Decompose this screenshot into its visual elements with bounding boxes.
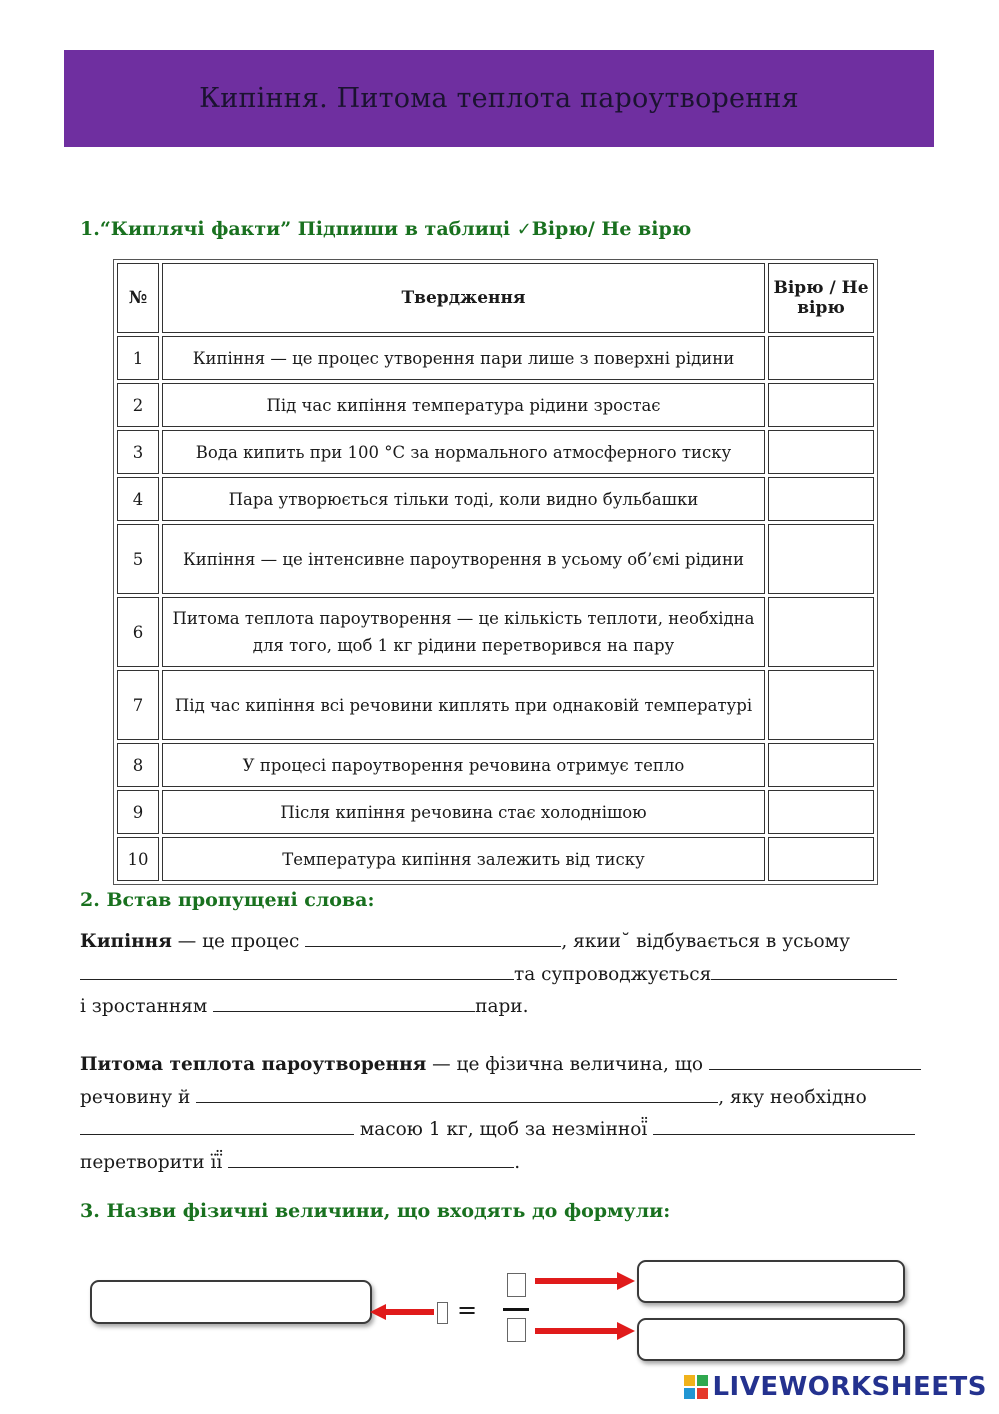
blank-field[interactable] [228, 1147, 514, 1168]
table-row [117, 524, 874, 594]
answer-cell[interactable] [768, 383, 874, 427]
definition-line-3 [80, 991, 959, 1024]
text-fragment: , якии˘ [561, 931, 631, 952]
task1-heading-prefix: 1.“Киплячі факти” Підпиши в таблиці [80, 218, 517, 240]
row-statement: Пара утворюється тільки тоді, коли видно бульбашки [162, 477, 765, 521]
text-fragment: відбувається [636, 931, 761, 952]
facts-table [113, 259, 878, 885]
definition-line-2 [80, 1082, 959, 1115]
blank-field[interactable] [80, 1114, 354, 1135]
text-fragment: 1 [428, 1119, 441, 1140]
table-row [117, 336, 874, 380]
text-fragment: — це фізична величина, що [426, 1054, 709, 1075]
text-fragment: перетворити її̈ [80, 1151, 229, 1173]
answer-box-bottom-right[interactable] [637, 1318, 905, 1361]
fraction-line [503, 1308, 529, 1311]
row-statement: Під час кипіння температура рідини зростає [162, 383, 765, 427]
boiling-definition [80, 926, 959, 1024]
term-boiling: Кипіння [80, 931, 172, 952]
task1-heading-suffix: Вірю/ Не вірю [531, 218, 692, 240]
text-fragment: речовину [80, 1086, 173, 1108]
table-row [117, 837, 874, 881]
logo-text: LIVEWORKSHEETS [712, 1372, 987, 1402]
text-fragment: — [177, 931, 197, 952]
text-fragment: щоб [479, 1119, 519, 1140]
text-fragment: пари. [475, 996, 529, 1017]
blank-field[interactable] [653, 1114, 915, 1135]
blank-field[interactable] [709, 1049, 921, 1070]
row-number: 4 [117, 477, 159, 521]
row-number: 2 [117, 383, 159, 427]
text-fragment: це [202, 931, 226, 952]
row-statement: Під час кипіння всі речовини киплять при однаковій температурі [162, 670, 765, 740]
answer-cell[interactable] [768, 336, 874, 380]
logo-squares-icon [684, 1375, 708, 1399]
answer-cell[interactable] [768, 477, 874, 521]
answer-cell[interactable] [768, 670, 874, 740]
page-title: Кипіння. Питома теплота пароутворення [199, 83, 799, 114]
table-row [117, 383, 874, 427]
column-header-statement: Твердження [162, 263, 765, 333]
answer-cell[interactable] [768, 743, 874, 787]
row-number: 7 [117, 670, 159, 740]
text-fragment: . [514, 1151, 521, 1173]
row-statement: Температура кипіння залежить від тиску [162, 837, 765, 881]
text-fragment: усьому [782, 931, 850, 952]
check-icon: ✓ [516, 219, 532, 240]
row-statement: Після кипіння речовина стає холоднішою [162, 790, 765, 834]
text-fragment: яку [730, 1086, 765, 1108]
table-header-row [117, 263, 874, 333]
row-number: 9 [117, 790, 159, 834]
text-fragment: кг, [446, 1119, 474, 1140]
table-row [117, 790, 874, 834]
blank-field[interactable] [196, 1082, 718, 1103]
arrow-right-top-icon [535, 1272, 635, 1290]
blank-field[interactable] [213, 991, 475, 1012]
answer-cell[interactable] [768, 430, 874, 474]
row-statement: Вода кипить при 100 °C за нормального атмосферного тиску [162, 430, 765, 474]
column-header-answer: Вірю / Не вірю [768, 263, 874, 333]
task3-heading: 3. Назви фізичні величини, що входять до формули: [80, 1200, 671, 1222]
blank-field[interactable] [305, 926, 561, 947]
row-statement: Кипіння — це процес утворення пари лише з поверхні рідини [162, 336, 765, 380]
answer-cell[interactable] [768, 837, 874, 881]
variable-glyph-icon [437, 1302, 448, 1324]
row-number: 10 [117, 837, 159, 881]
row-statement: Питома теплота пароутворення — це кількість теплоти, необхідна для того, щоб 1 кг рідини перетворився на пару [162, 597, 765, 667]
blank-field[interactable] [711, 959, 897, 980]
row-number: 8 [117, 743, 159, 787]
text-fragment: процес [230, 931, 300, 952]
column-header-number: № [117, 263, 159, 333]
text-fragment: необхідно [770, 1086, 867, 1108]
definition-line-3 [80, 1114, 959, 1147]
latent-heat-definition [80, 1049, 959, 1179]
row-number: 1 [117, 336, 159, 380]
text-fragment: масою [359, 1119, 423, 1140]
answer-cell[interactable] [768, 597, 874, 667]
arrow-right-bottom-icon [535, 1322, 635, 1340]
text-fragment: та супроводжується [514, 963, 712, 985]
definition-line-2 [80, 959, 959, 992]
table-row [117, 743, 874, 787]
text-fragment: незмінної [551, 1119, 648, 1140]
row-number: 3 [117, 430, 159, 474]
text-fragment: , [718, 1086, 725, 1108]
definition-line-4 [80, 1147, 959, 1180]
blank-field[interactable] [80, 959, 514, 980]
row-statement: У процесі пароутворення речовина отримує тепло [162, 743, 765, 787]
definition-line-1 [80, 926, 959, 959]
answer-box-left[interactable] [90, 1280, 372, 1324]
row-statement: Кипіння — це інтенсивне пароутворення в усьому об’ємі рідини [162, 524, 765, 594]
equals-sign: = [457, 1296, 478, 1324]
text-fragment: за [524, 1119, 547, 1140]
arrow-left-icon [370, 1303, 436, 1321]
term-latent-heat: Питома теплота пароутворення [80, 1054, 427, 1075]
liveworksheets-logo [684, 1372, 987, 1402]
answer-box-top-right[interactable] [637, 1260, 905, 1303]
text-fragment: в [765, 931, 777, 952]
task1-heading [80, 218, 691, 240]
title-banner [64, 50, 934, 147]
table-row [117, 430, 874, 474]
answer-cell[interactable] [768, 524, 874, 594]
table-row [117, 597, 874, 667]
numerator-glyph-icon [507, 1273, 526, 1297]
task2-heading: 2. Встав пропущені слова: [80, 889, 375, 911]
text-fragment: й [178, 1086, 191, 1108]
answer-cell[interactable] [768, 790, 874, 834]
table-row [117, 670, 874, 740]
table-row [117, 477, 874, 521]
row-number: 5 [117, 524, 159, 594]
text-fragment: і зростанням [80, 996, 214, 1017]
definition-line-1 [80, 1049, 959, 1082]
denominator-glyph-icon [507, 1318, 526, 1342]
row-number: 6 [117, 597, 159, 667]
